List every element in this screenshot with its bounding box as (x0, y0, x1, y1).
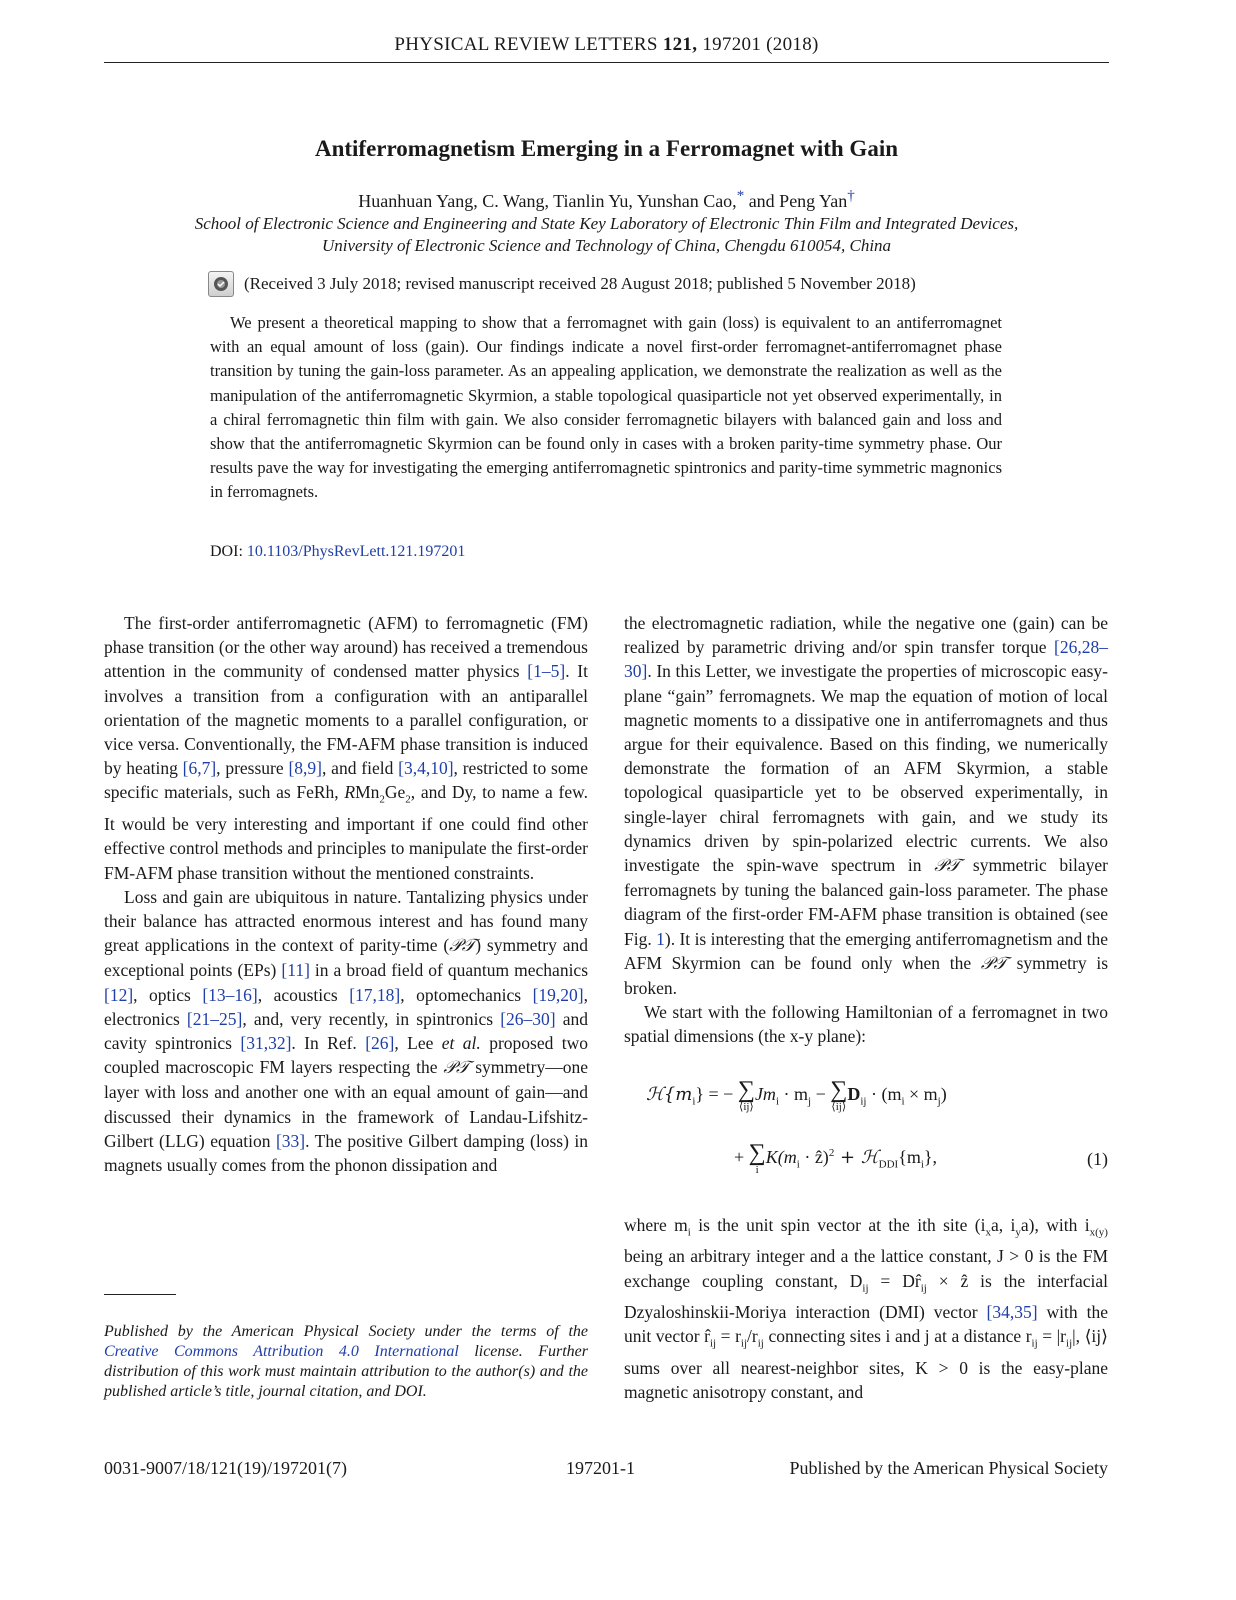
citation-link[interactable]: [8,9] (288, 758, 322, 779)
citation-link[interactable]: [11] (281, 960, 310, 981)
author-footnote-link-2[interactable]: † (847, 188, 855, 204)
crossmark-badge-icon[interactable] (208, 271, 234, 297)
citation-link[interactable]: [6,7] (182, 758, 217, 779)
article-title: Antiferromagnetism Emerging in a Ferromagnet with Gain (314, 136, 899, 161)
equation-line-2: + ∑ i $K(m_i$ · ẑ)$^2$ + $ℋ_{DDI}\{m_i\}$, (734, 1139, 938, 1176)
paragraph: We start with the following Hamiltonian of a ferromagnet in two spatial dimensions (the x-y plane): (624, 1002, 1108, 1047)
doi-link[interactable]: 10.1103/PhysRevLett.121.197201 (246, 543, 466, 560)
author-footnote-link-1[interactable]: * (736, 188, 745, 204)
footer-page-number: 197201-1 (566, 1458, 635, 1478)
figure-link[interactable]: 1 (656, 928, 665, 949)
citation-link[interactable]: [26–30] (500, 1008, 556, 1029)
citation-link[interactable]: [3,4,10] (398, 758, 454, 779)
citation-link[interactable]: [12] (104, 984, 134, 1005)
journal-header: PHYSICAL REVIEW LETTERS 121, 197201 (2018) (394, 34, 819, 55)
left-column (104, 611, 588, 1177)
affiliation: School of Electronic Science and Engineering and State Key Laboratory of Electronic Thin Film and Integrated Devices, University of Electronic Science and Technology of China, Chengdu 610054, China (194, 214, 1019, 255)
paragraph: where $m_i$ is the unit spin vector at the ith site ($i_xa$, $i_ya$), with $i_{x(y)}$ being an arbitrary integer and a the lattice constant, J > 0 is the FM exchange coupling constant, $D_{ij}$ = $Dr̂_{ij}$ × ẑ is the interfacial Dzyaloshinskii-Moriya interaction (DMI) vector [34,35] with the unit vector $r̂_{ij} = r_{ij}/r_{ij}$ connecting sites i and j at a distance $r_{ij} = |r_{ij}|$, ⟨ij⟩ sums over all nearest-neighbor sites, K > 0 is the easy-plane magnetic anisotropy constant, and (624, 1214, 1108, 1403)
citation-link[interactable]: [1–5] (527, 661, 566, 682)
license-link[interactable]: Creative Commons Attribution 4.0 International (104, 1343, 459, 1360)
equation-1 (624, 1057, 1108, 1207)
citation-link[interactable]: [21–25] (186, 1008, 243, 1029)
equation-line-1: $ℋ\{m_i\}$ = − ∑ ⟨ij⟩ $Jm_i \cdot m_j$ − ∑ ⟨ij⟩ $D_{ij} \cdot (m_i \times m_j)$ (646, 1076, 947, 1113)
author-list: Huanhuan Yang, C. Wang, Tianlin Yu, Yunshan Cao,* and Peng Yan† (358, 188, 855, 211)
citation-link[interactable]: [17,18] (349, 984, 401, 1005)
paragraph: The first-order antiferromagnetic (AFM) to ferromagnetic (FM) phase transition (or the other way around) has received a tremendous attention in the community of condensed matter physics [1–5]. It involves a transition from a configuration with an antiparallel orientation of the magnetic moments to a parallel configuration, or vice versa. Conventionally, the FM-AFM phase transition is induced by heating [6,7], pressure [8,9], and field [3,4,10], restricted to some specific materials, such as FeRh, $RMn_2Ge_2$, and Dy, to name a few. It would be very interesting and important if one could find other effective control methods and principles to manipulate the first-order FM-AFM phase transition without the mentioned constraints. (104, 613, 589, 883)
footnote-rule (104, 1294, 176, 1295)
license-footnote: Published by the American Physical Society under the terms of the Creative Commons Attribution 4.0 International license. Further distribution of this work must maintain attribution to the author(s) and the published article’s title, journal citation, and DOI. (104, 1323, 588, 1400)
citation-link[interactable]: [13–16] (202, 984, 258, 1005)
footer-publisher: Published by the American Physical Society (789, 1458, 1108, 1478)
paragraph: the electromagnetic radiation, while the negative one (gain) can be realized by parametric driving and/or spin transfer torque [26,28–30]. In this Letter, we investigate the properties of microscopic easy-plane “gain” ferromagnets. We map the equation of motion of local magnetic moments to a dissipative one in antiferromagnets and thus argue for their equivalence. Based on this finding, we numerically demonstrate the formation of an AFM Skyrmion, a stable topological quasiparticle yet to be observed experimentally, in single-layer chiral ferromagnets with gain, and we study its dynamics driven by spin-polarized electric currents. We also investigate the spin-wave spectrum in 𝒫𝒯 symmetric bilayer ferromagnets by tuning the balanced gain-loss parameter. The phase diagram of the first-order FM-AFM phase transition is obtained (see Fig. 1). It is interesting that the emerging antiferromagnetism and the AFM Skyrmion can be found only when the 𝒫𝒯 symmetry is broken. (624, 613, 1108, 999)
citation-link[interactable]: [33] (275, 1130, 306, 1151)
received-dates: (Received 3 July 2018; revised manuscript received 28 August 2018; published 5 November 2018) (208, 271, 1008, 297)
citation-link[interactable]: [26,28–30] (624, 637, 1108, 682)
paragraph: Loss and gain are ubiquitous in nature. Tantalizing physics under their balance has attracted enormous interest and has found many great applications in the context of parity-time (𝒫𝒯) symmetry and exceptional points (EPs) [11] in a broad field of quantum mechanics [12], optics [13–16], acoustics [17,18], optomechanics [19,20], electronics [21–25], and, very recently, in spintronics [26–30] and cavity spintronics [31,32]. In Ref. [26], Lee et al. proposed two coupled macroscopic FM layers respecting the 𝒫𝒯 symmetry—one layer with loss and another one with an equal amount of gain—and discussed their dynamics in the framework of Landau-Lifshitz-Gilbert (LLG) equation [33]. The positive Gilbert damping (loss) in magnets usually comes from the phonon dissipation and (104, 886, 589, 1175)
equation-number: (1) (1087, 1148, 1108, 1169)
citation-link[interactable]: [19,20] (532, 984, 584, 1005)
citation-link[interactable]: [26] (365, 1032, 395, 1053)
footer-issn: 0031-9007/18/121(19)/197201(7) (104, 1458, 347, 1478)
citation-link[interactable]: [31,32] (240, 1032, 292, 1053)
doi-line: DOI: 10.1103/PhysRevLett.121.197201 (210, 543, 466, 560)
right-column (624, 611, 1108, 1405)
citation-link[interactable]: [34,35] (986, 1302, 1038, 1323)
header-rule (104, 62, 1109, 63)
abstract: We present a theoretical mapping to show that a ferromagnet with gain (loss) is equivalent to an antiferromagnet with an equal amount of loss (gain). Our findings indicate a novel first-order ferromagnet-antiferromagnet phase transition by tuning the gain-loss parameter. As an appealing application, we demonstrate the realization as well as the manipulation of the antiferromagnetic Skyrmion, a stable topological quasiparticle not yet observed experimentally, in a chiral ferromagnetic thin film with gain. We also consider ferromagnetic bilayers with balanced gain and loss and show that the antiferromagnetic Skyrmion can be found only in cases with a broken parity-time symmetry phase. Our results pave the way for investigating the emerging antiferromagnetic spintronics and parity-time symmetric magnonics in ferromagnets. (210, 313, 1002, 502)
